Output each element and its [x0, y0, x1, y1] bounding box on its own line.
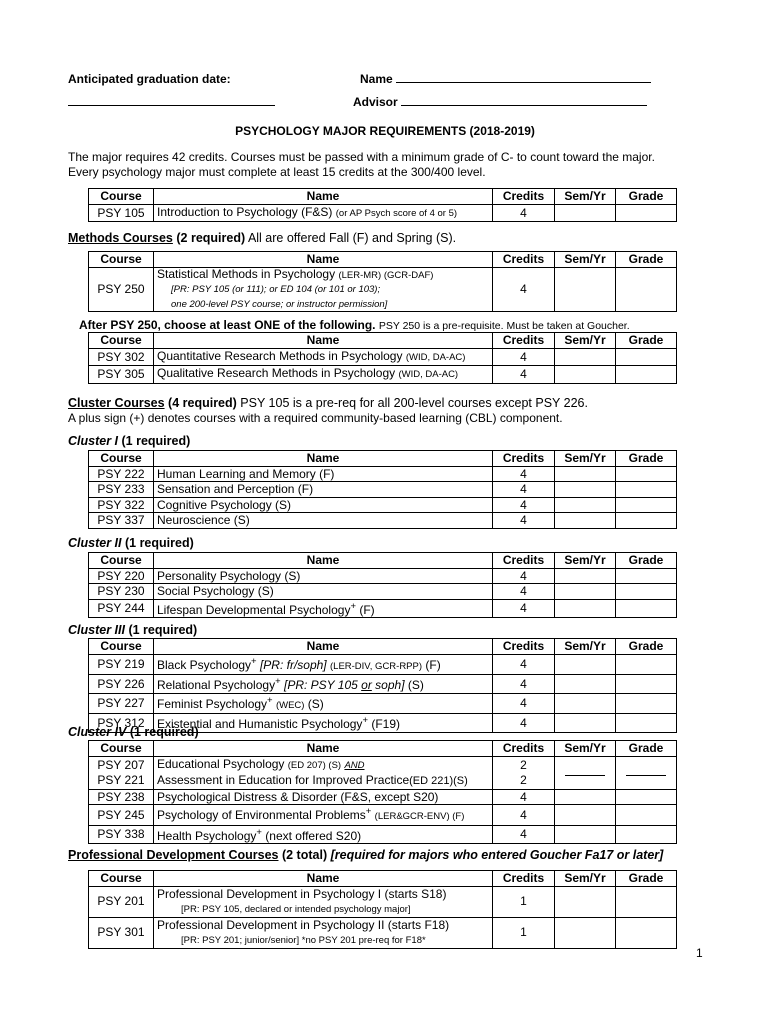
- table-row: [89, 805, 677, 826]
- col-grade: Grade: [616, 189, 677, 205]
- grade-cell[interactable]: [616, 267, 677, 312]
- intro-line-2: Every psychology major must complete at least 15 credits at the 300/400 level.: [68, 165, 486, 179]
- table-row: [89, 693, 677, 714]
- intro-line-1: The major requires 42 credits. Courses must be passed with a minimum grade of C- to count toward the major.: [68, 150, 655, 164]
- prereq-part: [PR: PSY 105: [283, 678, 358, 692]
- table-header-row: [89, 871, 677, 887]
- col-semyr: Sem/Yr: [555, 451, 616, 467]
- profdev-title: Professional Development Courses: [68, 848, 279, 862]
- col-name: Name: [154, 553, 493, 569]
- grade-cell[interactable]: [616, 886, 677, 917]
- table-row: [89, 497, 677, 513]
- semyr-cell[interactable]: [555, 654, 616, 675]
- course-credits: 2: [520, 758, 527, 772]
- col-name: Name: [154, 871, 493, 887]
- semyr-cell[interactable]: [555, 348, 616, 366]
- cluster-1-heading: [68, 434, 190, 448]
- semyr-cell[interactable]: [555, 805, 616, 826]
- advisor-field[interactable]: [353, 95, 647, 109]
- course-title: Assessment in Education for Improved Practice: [157, 773, 410, 787]
- course-title: Psychology of Environmental Problems: [157, 808, 366, 822]
- grade-cell[interactable]: [616, 366, 677, 384]
- cbl-plus-marker: +: [350, 600, 357, 612]
- course-title: Black Psychology: [157, 657, 252, 672]
- course-code: PSY 322: [89, 497, 154, 513]
- course-tags: (ED 221)(S): [409, 775, 468, 787]
- table-header-row: [89, 189, 677, 205]
- cbl-plus-marker: +: [267, 694, 273, 706]
- col-credits: Credits: [493, 189, 555, 205]
- col-course: Course: [89, 451, 154, 467]
- col-course: Course: [89, 189, 154, 205]
- course-credits: 1: [493, 917, 555, 948]
- course-name: [154, 204, 493, 222]
- course-term: (next offered S20): [265, 828, 362, 843]
- course-tags: (LER-DIV, GCR-RPP): [330, 660, 423, 672]
- page-title: PSYCHOLOGY MAJOR REQUIREMENTS (2018-2019): [235, 124, 535, 138]
- name-field[interactable]: [360, 72, 651, 86]
- course-term: (S): [407, 678, 424, 692]
- grade-cell[interactable]: [616, 348, 677, 366]
- col-semyr: Sem/Yr: [555, 639, 616, 655]
- col-credits: Credits: [493, 333, 555, 349]
- course-prereq-2: one 200-level PSY course; or instructor permission]: [171, 298, 388, 310]
- semyr-cell[interactable]: [555, 714, 616, 733]
- course-title: Lifespan Developmental Psychology: [157, 602, 351, 617]
- table-row: [89, 825, 677, 844]
- grade-cell[interactable]: [616, 513, 677, 529]
- course-name-pair: [154, 756, 493, 789]
- course-code: PSY 221: [97, 772, 145, 787]
- course-code: PSY 201: [89, 886, 154, 917]
- semyr-cell[interactable]: [555, 584, 616, 600]
- semyr-cell[interactable]: [555, 917, 616, 948]
- methods-heading: [68, 231, 456, 245]
- col-course: Course: [89, 252, 154, 268]
- col-credits: Credits: [493, 741, 555, 757]
- course-credits: 4: [493, 482, 555, 498]
- course-credits: 4: [493, 714, 555, 733]
- course-name: [154, 714, 493, 733]
- course-name: Neuroscience (S): [154, 513, 493, 529]
- course-title: Feminist Psychology: [157, 696, 268, 711]
- col-semyr: Sem/Yr: [555, 189, 616, 205]
- course-tags: (WID, DA-AC): [405, 351, 466, 363]
- course-code-pair: [89, 756, 154, 789]
- table-row: [89, 917, 677, 948]
- course-credits: 4: [493, 599, 555, 618]
- course-credits: 4: [493, 654, 555, 675]
- course-credits: 4: [493, 805, 555, 826]
- course-code: PSY 337: [89, 513, 154, 529]
- table-row: [89, 654, 677, 675]
- cluster-3-count: (1 required): [128, 623, 198, 637]
- semyr-cell[interactable]: [555, 568, 616, 584]
- profdev-count: (2 total): [281, 848, 328, 862]
- plus-sign-note: A plus sign (+) denotes courses with a required community-based learning (CBL) component.: [68, 411, 563, 425]
- course-name: [154, 348, 493, 366]
- profdev-note: [required for majors who entered Goucher Fa17 or later]: [330, 848, 664, 862]
- course-name: Sensation and Perception (F): [154, 482, 493, 498]
- table-header-row: [89, 639, 677, 655]
- course-name: [154, 917, 493, 948]
- graduation-date-label: Anticipated graduation date:: [68, 72, 231, 86]
- course-code: PSY 220: [89, 568, 154, 584]
- col-grade: Grade: [616, 252, 677, 268]
- course-credits: 4: [493, 513, 555, 529]
- grade-cell[interactable]: [616, 482, 677, 498]
- course-code: PSY 244: [89, 599, 154, 618]
- course-credits: 4: [493, 348, 555, 366]
- cbl-plus-marker: +: [256, 826, 262, 838]
- col-semyr: Sem/Yr: [555, 871, 616, 887]
- course-name: [154, 654, 493, 675]
- table-row: [89, 267, 677, 312]
- col-course: Course: [89, 741, 154, 757]
- course-credits: 4: [493, 675, 555, 694]
- course-name: [154, 825, 493, 844]
- col-name: Name: [154, 252, 493, 268]
- semyr-cell[interactable]: [555, 789, 616, 805]
- grade-cell[interactable]: [616, 917, 677, 948]
- semyr-cell[interactable]: [555, 267, 616, 312]
- semyr-cell[interactable]: [555, 466, 616, 482]
- cluster-3-table: [88, 638, 677, 733]
- course-code: PSY 312: [89, 714, 154, 733]
- col-name: Name: [154, 333, 493, 349]
- course-prereq-1: [PR: PSY 105 (or 111); or ED 104 (or 101 or 103);: [171, 284, 381, 295]
- course-code: PSY 222: [89, 466, 154, 482]
- course-title: Relational Psychology: [157, 678, 276, 692]
- methods-title: Methods Courses: [68, 231, 173, 245]
- table-row: [89, 466, 677, 482]
- course-code: PSY 233: [89, 482, 154, 498]
- course-credits: 4: [493, 825, 555, 844]
- profdev-table: [88, 870, 677, 949]
- course-credits: 2: [520, 772, 527, 787]
- course-code: PSY 238: [89, 789, 154, 805]
- course-name: Psychological Distress & Disorder (F&S, except S20): [154, 789, 493, 805]
- course-term: (F): [356, 602, 375, 617]
- semyr-cell[interactable]: [555, 513, 616, 529]
- course-credits: 4: [493, 497, 555, 513]
- semyr-cell[interactable]: [555, 482, 616, 498]
- grade-cell[interactable]: [616, 675, 677, 694]
- graduation-date-field[interactable]: [68, 95, 275, 109]
- table-row: [89, 204, 677, 222]
- col-semyr: Sem/Yr: [555, 333, 616, 349]
- semyr-cell[interactable]: [555, 204, 616, 222]
- table-row: [89, 886, 677, 917]
- col-grade: Grade: [616, 553, 677, 569]
- intro-course-table: [88, 188, 677, 222]
- grade-cell[interactable]: [616, 654, 677, 675]
- course-code: PSY 226: [89, 675, 154, 694]
- course-code: PSY 219: [89, 654, 154, 675]
- table-row: [89, 756, 677, 789]
- cluster-1-title: Cluster I: [68, 434, 119, 448]
- course-title: Educational Psychology: [157, 756, 285, 771]
- col-name: Name: [154, 189, 493, 205]
- course-tags: (WEC): [275, 699, 305, 711]
- col-credits: Credits: [493, 451, 555, 467]
- table-header-row: [89, 252, 677, 268]
- course-name: [154, 805, 493, 826]
- col-credits: Credits: [493, 639, 555, 655]
- table-row: [89, 789, 677, 805]
- methods-choice-table: [88, 332, 677, 384]
- grade-cell[interactable]: [616, 599, 677, 618]
- table-row: [89, 348, 677, 366]
- col-grade: Grade: [616, 741, 677, 757]
- semyr-cell[interactable]: [555, 825, 616, 844]
- grade-cell[interactable]: [616, 756, 677, 789]
- course-name: Human Learning and Memory (F): [154, 466, 493, 482]
- col-course: Course: [89, 333, 154, 349]
- col-semyr: Sem/Yr: [555, 252, 616, 268]
- course-name: [154, 366, 493, 384]
- cluster-4-table: [88, 740, 677, 844]
- col-name: Name: [154, 741, 493, 757]
- cbl-plus-marker: +: [365, 806, 372, 817]
- cbl-plus-marker: +: [275, 676, 281, 687]
- cluster-note: PSY 105 is a pre-req for all 200-level courses except PSY 226.: [240, 396, 588, 410]
- after-psy250-title: After PSY 250, choose at least ONE of the following.: [79, 318, 376, 332]
- methods-table: [88, 251, 677, 312]
- grade-cell[interactable]: [616, 825, 677, 844]
- course-code: PSY 227: [89, 693, 154, 714]
- course-title: Health Psychology: [157, 828, 257, 843]
- methods-note: All are offered Fall (F) and Spring (S).: [247, 231, 457, 245]
- course-credits: 4: [493, 584, 555, 600]
- col-course: Course: [89, 871, 154, 887]
- cluster-2-heading: [68, 536, 194, 550]
- course-name: [154, 599, 493, 618]
- after-psy250-heading: [79, 318, 630, 332]
- advisor-label: Advisor: [353, 95, 398, 109]
- semyr-cell[interactable]: [555, 366, 616, 384]
- course-code: PSY 305: [89, 366, 154, 384]
- grade-cell[interactable]: [616, 584, 677, 600]
- col-semyr: Sem/Yr: [555, 741, 616, 757]
- course-tags: (LER&GCR-ENV) (F): [374, 811, 465, 822]
- cluster-count: (4 required): [168, 396, 237, 410]
- course-credits: 4: [493, 267, 555, 312]
- course-credits-pair: [493, 756, 555, 789]
- cluster-4-title: Cluster IV: [68, 725, 127, 739]
- col-grade: Grade: [616, 451, 677, 467]
- cluster-1-table: [88, 450, 677, 529]
- cluster-2-title: Cluster II: [68, 536, 122, 550]
- course-credits: 4: [493, 466, 555, 482]
- course-code: PSY 250: [89, 267, 154, 312]
- page-number: 1: [696, 946, 703, 960]
- course-title: Statistical Methods in Psychology: [157, 266, 336, 281]
- course-code: PSY 301: [89, 917, 154, 948]
- table-header-row: [89, 553, 677, 569]
- course-credits: 4: [493, 366, 555, 384]
- course-title: Professional Development in Psychology II (starts F18): [157, 917, 450, 932]
- table-header-row: [89, 451, 677, 467]
- profdev-heading: [68, 848, 663, 862]
- cluster-heading: [68, 396, 588, 410]
- col-grade: Grade: [616, 639, 677, 655]
- course-name: [154, 675, 493, 694]
- table-row: [89, 584, 677, 600]
- course-title: Professional Development in Psychology I (starts S18): [157, 886, 447, 901]
- cluster-3-title: Cluster III: [68, 623, 125, 637]
- semyr-cell[interactable]: [555, 599, 616, 618]
- course-note: (or AP Psych score of 4 or 5): [335, 207, 458, 219]
- grade-cell[interactable]: [616, 497, 677, 513]
- col-name: Name: [154, 639, 493, 655]
- course-prereq: [PR: PSY 105, declared or intended psychology major]: [181, 903, 411, 915]
- table-header-row: [89, 333, 677, 349]
- course-term: (S): [307, 696, 324, 711]
- grade-cell[interactable]: [616, 789, 677, 805]
- course-credits: 4: [493, 568, 555, 584]
- grade-cell[interactable]: [616, 805, 677, 826]
- semyr-cell[interactable]: [555, 693, 616, 714]
- col-semyr: Sem/Yr: [555, 553, 616, 569]
- after-psy250-note: PSY 250 is a pre-requisite. Must be taken at Goucher.: [378, 320, 630, 332]
- cbl-plus-marker: +: [362, 715, 368, 726]
- course-prereq: [PR: fr/soph]: [259, 657, 327, 672]
- methods-count: (2 required): [176, 231, 246, 245]
- col-name: Name: [154, 451, 493, 467]
- grade-cell[interactable]: [616, 204, 677, 222]
- course-term: (F): [425, 657, 441, 672]
- course-code: PSY 105: [89, 204, 154, 222]
- course-name: Personality Psychology (S): [154, 568, 493, 584]
- course-tags: (LER-MR) (GCR-DAF): [338, 269, 434, 281]
- course-code: PSY 338: [89, 825, 154, 844]
- cluster-4-heading: [68, 725, 199, 739]
- prereq-part: soph]: [375, 678, 405, 692]
- col-grade: Grade: [616, 333, 677, 349]
- col-grade: Grade: [616, 871, 677, 887]
- course-name: Cognitive Psychology (S): [154, 497, 493, 513]
- table-row: [89, 482, 677, 498]
- col-credits: Credits: [493, 871, 555, 887]
- prereq-or: or: [361, 678, 372, 692]
- course-name: [154, 267, 493, 312]
- cbl-plus-marker: +: [251, 655, 257, 667]
- name-label: Name: [360, 72, 393, 86]
- course-term: (F19): [371, 717, 401, 731]
- col-course: Course: [89, 639, 154, 655]
- cluster-4-count: (1 required): [129, 725, 199, 739]
- course-credits: 1: [493, 886, 555, 917]
- table-header-row: [89, 741, 677, 757]
- cluster-title: Cluster Courses: [68, 396, 165, 410]
- semyr-cell[interactable]: [555, 675, 616, 694]
- course-code: PSY 207: [97, 758, 145, 772]
- course-credits: 4: [493, 693, 555, 714]
- cluster-1-count: (1 required): [121, 434, 191, 448]
- cluster-2-table: [88, 552, 677, 618]
- course-credits: 4: [493, 204, 555, 222]
- table-row: [89, 568, 677, 584]
- course-title: Introduction to Psychology (F&S): [157, 204, 333, 219]
- course-credits: 4: [493, 789, 555, 805]
- table-row: [89, 366, 677, 384]
- course-name: [154, 886, 493, 917]
- grade-cell[interactable]: [616, 568, 677, 584]
- course-name: Social Psychology (S): [154, 584, 493, 600]
- course-title: Quantitative Research Methods in Psychology: [157, 348, 403, 363]
- cluster-2-count: (1 required): [124, 536, 194, 550]
- semyr-cell[interactable]: [555, 756, 616, 789]
- grade-cell[interactable]: [616, 693, 677, 714]
- course-tags: (WID, DA-AC): [398, 369, 459, 380]
- grade-cell[interactable]: [616, 714, 677, 733]
- course-title: Qualitative Research Methods in Psychology: [157, 366, 396, 380]
- semyr-cell[interactable]: [555, 497, 616, 513]
- course-code: PSY 302: [89, 348, 154, 366]
- cluster-3-heading: [68, 623, 197, 637]
- and-connector: AND: [344, 759, 365, 771]
- course-name: [154, 693, 493, 714]
- course-tags: (ED 207) (S): [287, 759, 342, 771]
- course-prereq: [PR: PSY 201; junior/senior] *no PSY 201 pre-req for F18*: [181, 934, 426, 946]
- grade-cell[interactable]: [616, 466, 677, 482]
- course-title: Existential and Humanistic Psychology: [157, 717, 363, 731]
- table-row: [89, 513, 677, 529]
- course-code: PSY 245: [89, 805, 154, 826]
- course-code: PSY 230: [89, 584, 154, 600]
- col-course: Course: [89, 553, 154, 569]
- col-credits: Credits: [493, 252, 555, 268]
- course-prereq: [284, 678, 405, 692]
- table-row: [89, 599, 677, 618]
- col-credits: Credits: [493, 553, 555, 569]
- semyr-cell[interactable]: [555, 886, 616, 917]
- table-row: [89, 675, 677, 694]
